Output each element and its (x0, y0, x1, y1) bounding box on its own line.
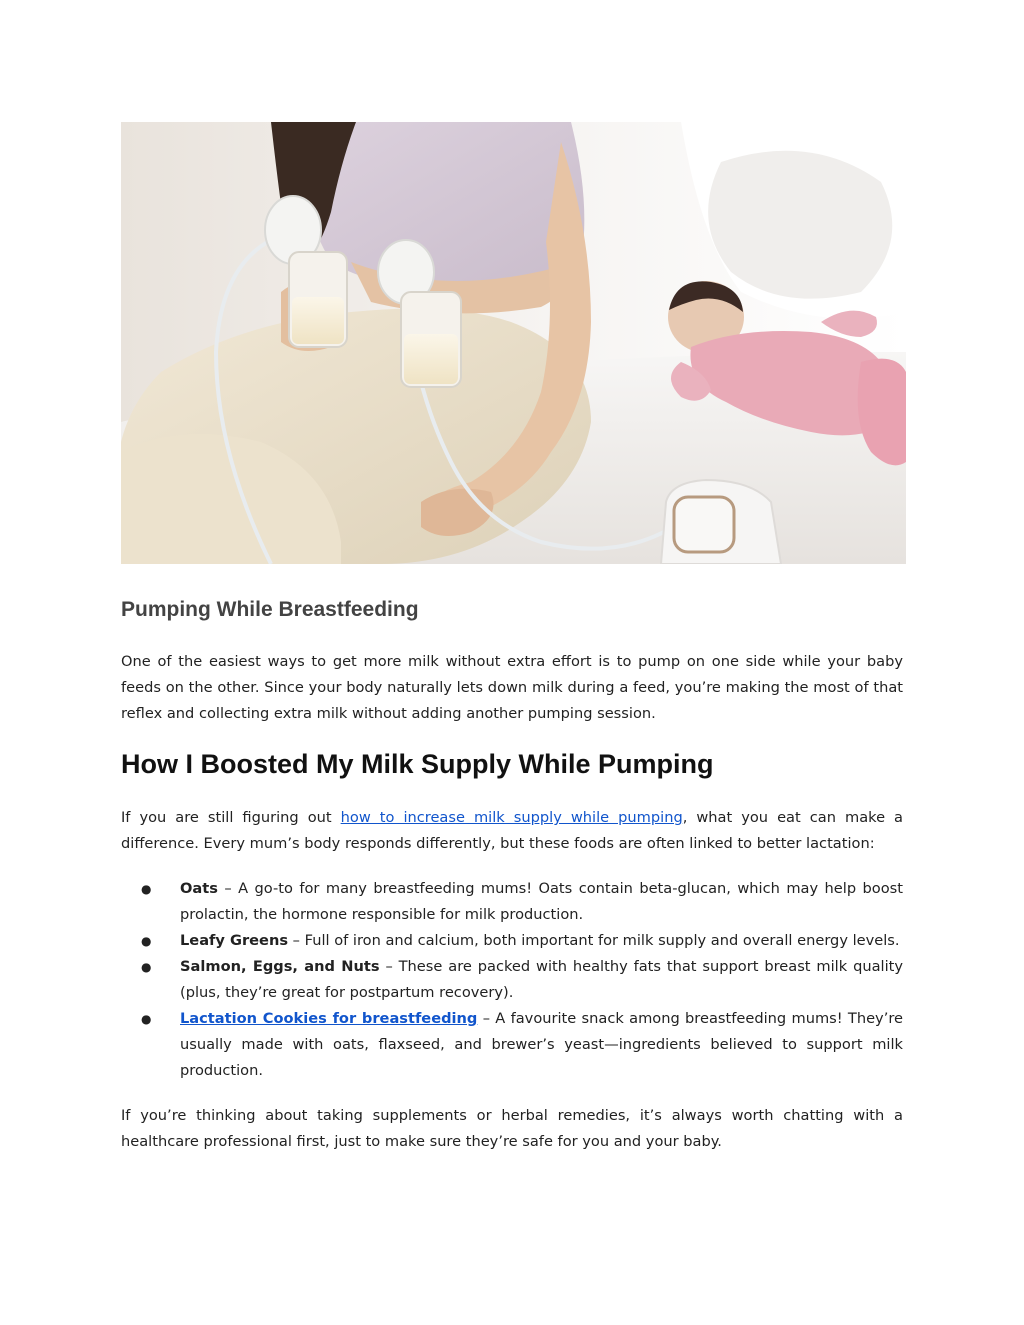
bottle-right-milk (404, 334, 458, 384)
foods-list (121, 876, 903, 1084)
increase-milk-supply-link[interactable]: how to increase milk supply while pumping (340, 809, 683, 826)
bottle-left-milk (292, 297, 344, 344)
food-term: Leafy Greens (180, 932, 289, 949)
food-term: Oats (180, 880, 218, 897)
list-item-lactation-cookies (121, 1006, 903, 1084)
closing-paragraph: If you’re thinking about taking supplements or herbal remedies, it’s always worth chatting with a healthcare professional first, just to make sure they’re safe for you and your baby. (121, 1107, 903, 1150)
hero-photo (121, 122, 906, 564)
supply-paragraph-lead: If you are still figuring out (121, 809, 341, 826)
lactation-cookies-link[interactable]: Lactation Cookies for breastfeeding (180, 1010, 478, 1027)
food-description: – Full of iron and calcium, both important for milk supply and overall energy levels. (288, 932, 900, 949)
main-heading: How I Boosted My Milk Supply While Pumping (121, 749, 714, 779)
section-heading: Pumping While Breastfeeding (121, 598, 419, 621)
list-item-salmon-eggs-nuts (121, 954, 903, 1006)
bullet-icon: ● (141, 882, 152, 896)
food-term: Salmon, Eggs, and Nuts (180, 958, 380, 975)
food-description: – A go-to for many breastfeeding mums! Oats contain beta-glucan, which may help boost prolactin, the hormone responsible for milk production. (180, 880, 903, 923)
supply-paragraph-rest: , what you eat can make a difference. Every mum’s body responds differently, but these foods are often linked to better lactation: (121, 809, 904, 852)
pump-motor-display (674, 497, 734, 552)
supply-paragraph (121, 805, 903, 857)
list-item-leafy-greens (121, 928, 903, 954)
bullet-icon: ● (141, 934, 152, 948)
bullet-icon: ● (141, 960, 152, 974)
bullet-icon: ● (141, 1012, 152, 1026)
list-item-oats (121, 876, 903, 928)
food-description: – A favourite snack among breastfeeding mums! They’re usually made with oats, flaxseed, and brewer’s yeast—ingredients believed to support milk production. (180, 1010, 903, 1079)
intro-paragraph: One of the easiest ways to get more milk without extra effort is to pump on one side while your baby feeds on the other. Since your body naturally lets down milk during a feed, you’re making the most of that reflex and collecting extra milk without adding another pumping session. (121, 653, 903, 722)
food-description: – These are packed with healthy fats that support breast milk quality (plus, they’re great for postpartum recovery). (180, 958, 904, 1001)
